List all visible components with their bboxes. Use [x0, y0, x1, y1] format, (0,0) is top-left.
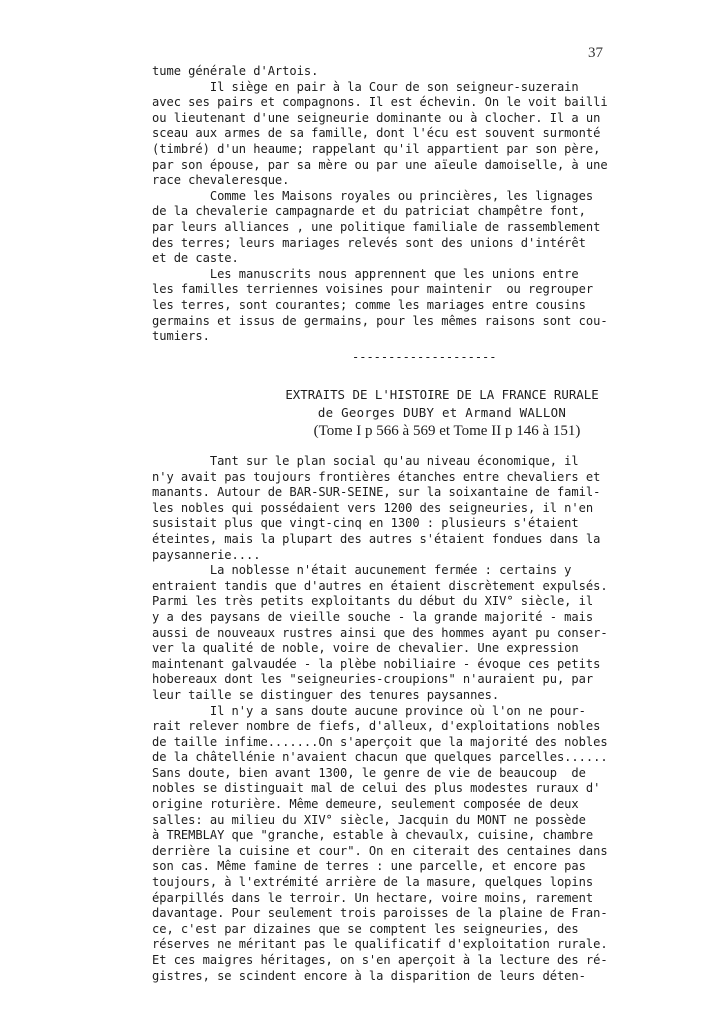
body-paragraphs	[152, 454, 692, 984]
text-line: leur taille se distinguer des tenures paysannes.	[152, 687, 500, 702]
text-line: par leurs alliances , une politique familiale de rassemblement	[152, 219, 601, 234]
text-line: les familles terriennes voisines pour maintenir ou regrouper	[152, 282, 594, 297]
text-line: paysannerie....	[152, 547, 261, 562]
text-line: et de caste.	[152, 251, 239, 266]
text-line: de la châtellénie n'avaient chacun que quelques parcelles......	[152, 750, 608, 765]
text-line: des terres; leurs mariages relevés sont des unions d'intérêt	[152, 235, 586, 250]
text-line: avec ses pairs et compagnons. Il est échevin. On le voit bailli	[152, 95, 608, 110]
text-line: toujours, à l'extrémité arrière de la masure, quelques lopins	[152, 875, 594, 890]
text-line: éteintes, mais la plupart des autres s'étaient fondues dans la	[152, 531, 601, 546]
text-line: n'y avait pas toujours frontières étanches entre chevaliers et	[152, 469, 601, 484]
text-line: ce, c'est par dizaines que se comptent les seigneuries, des	[152, 921, 579, 936]
text-line: hobereaux dont les "seigneuries-croupions" n'auraient pu, par	[152, 672, 594, 687]
top-paragraphs	[152, 64, 692, 345]
text-line: Sans doute, bien avant 1300, le genre de vie de beaucoup de	[152, 765, 586, 780]
text-line: derrière la cuisine et cour". On en citerait des centaines dans	[152, 843, 608, 858]
text-line: éparpillés dans le terroir. Un hectare, voire moins, rarement	[152, 890, 594, 905]
text-line: gistres, se scindent encore à la disparition de leurs déten-	[152, 968, 586, 983]
text-line: La noblesse n'était aucunement fermée : certains y	[152, 563, 572, 578]
separator-line: --------------------	[352, 350, 497, 364]
heading-title: EXTRAITS DE L'HISTOIRE DE LA FRANCE RURALE	[285, 387, 599, 402]
text-line: à TREMBLAY que "granche, estable à chevaulx, cuisine, chambre	[152, 828, 594, 843]
text-line: les nobles qui possédaient vers 1200 des seigneuries, il n'en	[152, 500, 594, 515]
text-line: maintenant galvaudée - la plèbe nobiliaire - évoque ces petits	[152, 656, 601, 671]
text-line: de la chevalerie campagnarde et du patriciat champêtre font,	[152, 204, 586, 219]
text-line: Et ces maigres héritages, on s'en aperçoit à la lecture des ré-	[152, 953, 608, 967]
text-line: davantage. Pour seulement trois paroisses de la plaine de Fran-	[152, 906, 608, 921]
text-line: salles: au milieu du XIV° siècle, Jacquin du MONT ne possède	[152, 812, 586, 827]
text-line: ver la qualité de noble, voire de chevalier. Une expression	[152, 641, 579, 656]
text-line: tumiers.	[152, 329, 210, 344]
text-line: susistait plus que vingt-cinq en 1300 : plusieurs s'étaient	[152, 516, 579, 531]
text-line: de taille infime.......On s'aperçoit que la majorité des nobles	[152, 734, 608, 749]
text-line: les terres, sont courantes; comme les mariages entre cousins	[152, 297, 586, 312]
text-line: Comme les Maisons royales ou princières, les lignages	[152, 188, 594, 203]
page-number: 37	[588, 45, 603, 61]
text-line: race chevaleresque.	[152, 173, 290, 188]
text-line: rait relever nombre de fiefs, d'alleux, d'exploitations nobles	[152, 719, 601, 734]
text-line: nobles se distinguait mal de celui des plus modestes ruraux d'	[152, 781, 601, 796]
text-line: entraient tandis que d'autres en étaient discrètement expulsés.	[152, 578, 608, 593]
text-line: manants. Autour de BAR-SUR-SEINE, sur la soixantaine de famil-	[152, 485, 601, 500]
text-line: son cas. Même famine de terres : une parcelle, et encore pas	[152, 859, 586, 874]
text-line: réserves ne méritant pas le qualificatif d'exploitation rurale.	[152, 937, 608, 952]
text-line: germains et issus de germains, pour les mêmes raisons sont cou-	[152, 313, 608, 328]
text-line: ou lieutenant d'une seigneurie dominante ou à clocher. Il a un	[152, 110, 601, 125]
heading-authors: de Georges DUBY et Armand WALLON	[317, 405, 567, 420]
text-line: (timbré) d'un heaume; rappelant qu'il appartient par son père,	[152, 141, 601, 156]
text-line: Parmi les très petits exploitants du début du XIV° siècle, il	[152, 594, 594, 609]
text-line: tume générale d'Artois.	[152, 64, 319, 78]
text-line: aussi de nouveaux rustres ainsi que des hommes ayant pu conser-	[152, 625, 608, 640]
text-line: Il n'y a sans doute aucune province où l'on ne pour-	[152, 703, 586, 718]
text-line: sceau aux armes de sa famille, dont l'écu est souvent surmonté	[152, 126, 601, 141]
text-line: Les manuscrits nous apprennent que les unions entre	[152, 266, 579, 281]
text-line: par son épouse, par sa mère ou par une aïeule damoiselle, à une	[152, 157, 608, 172]
heading-tomes: (Tome I p 566 à 569 et Tome II p 146 à 151)	[313, 423, 581, 439]
section-heading	[152, 386, 692, 440]
text-line: y a des paysans de vieille souche - la grande majorité - mais	[152, 609, 594, 624]
text-line: Tant sur le plan social qu'au niveau économique, il	[152, 454, 579, 468]
text-line: Il siège en pair à la Cour de son seigneur-suzerain	[152, 79, 579, 94]
text-line: origine roturière. Même demeure, seulement composée de deux	[152, 797, 579, 812]
